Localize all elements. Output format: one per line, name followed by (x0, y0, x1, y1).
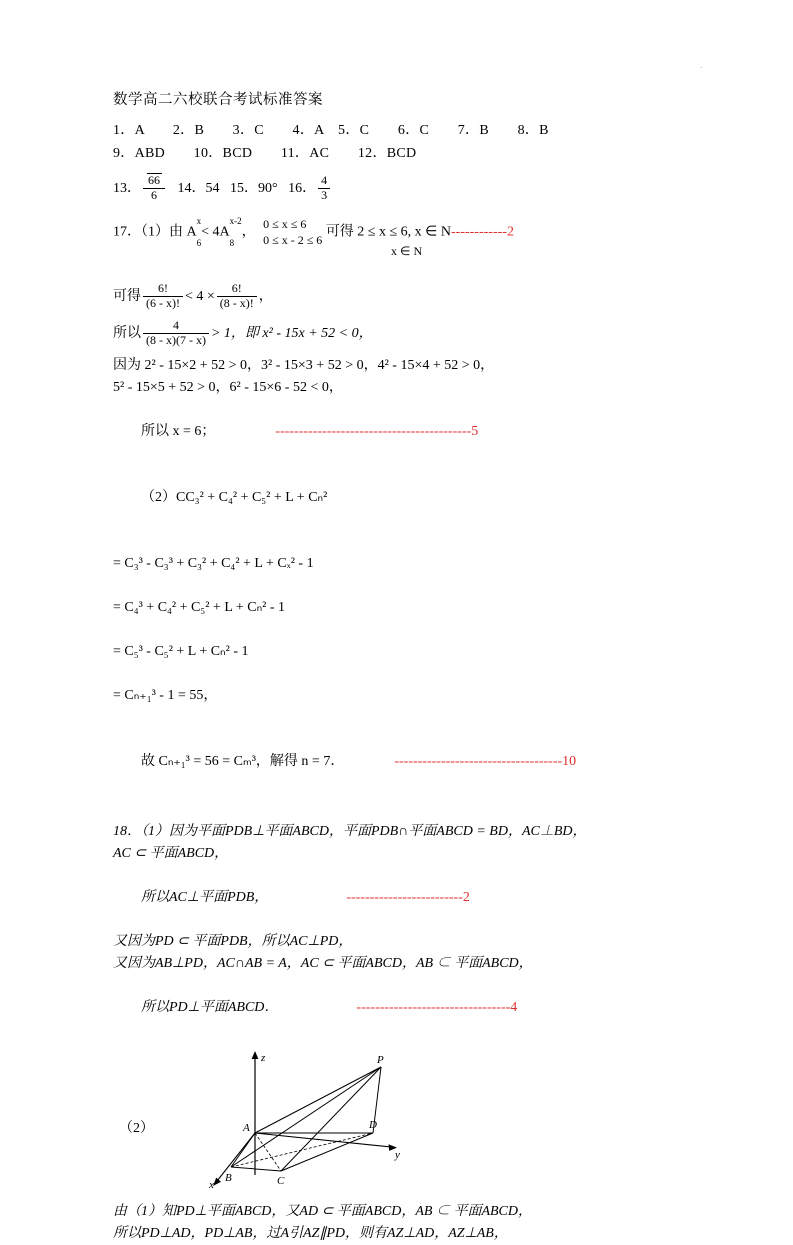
q16-fraction: $\frac{4}{3}$ (318, 174, 330, 203)
answers-row-1: 1．A 2．B 3．C 4．A 5．C 6．C 7．B 8．B (113, 123, 549, 138)
geometry-figure (113, 1045, 683, 1195)
q17-frac-2: $\frac{6!}{(8 - x)!}$ (217, 282, 257, 311)
q18-line-8: 所以PD⊥AD，PD⊥AB，过A引AZ∥PD，则有AZ⊥AD，AZ⊥AB， (113, 1226, 508, 1242)
document-content (113, 88, 683, 1245)
q17-result: 可得 2 ≤ x ≤ 6, x ∈ N (325, 224, 451, 240)
q17-part2-expr0: C₃² + C₄² + C₅² + L + Cₙ² (185, 490, 328, 506)
q18-score-2: -------------------------2 (346, 890, 470, 906)
q18-line-3 (113, 865, 683, 931)
q17-var-line: x ∈ N (391, 244, 423, 259)
svg-text:x: x (209, 1179, 214, 1192)
q17-cond-top: 0 ≤ x ≤ 6 (263, 216, 307, 231)
q17-keide-line: 可得 $\frac{6!}{(6 - x)!}$ < 4 × $\frac{6!}{(8 - x)!}$ ， (113, 281, 273, 310)
q17-condition-group (263, 217, 322, 249)
q13-label: 13． (113, 181, 141, 197)
q18-score-4: ---------------------------------4 (356, 1000, 518, 1016)
q17-perm2: $^{x-2}$ $_8$ (229, 216, 242, 248)
svg-text:C: C (277, 1175, 285, 1188)
question-17 (113, 216, 683, 795)
q17-suoyi-label: 所以 (113, 326, 141, 341)
pyramid-diagram (173, 1045, 503, 1195)
q17-score-2: ------------2 (451, 224, 514, 240)
q17-cond-bottom: 0 ≤ x - 2 ≤ 6 (263, 232, 323, 247)
q18-line-6 (113, 975, 683, 1041)
page-title: 数学高二六校联合考试标准答案 (113, 92, 323, 108)
q17-first-line (113, 216, 683, 259)
q17-inequality: > 1，即 x² - 15x + 52 < 0， (210, 326, 373, 341)
svg-text:z: z (261, 1052, 266, 1065)
q17-perm1: $^x$ $_6$ (196, 216, 202, 248)
q17-part2-head (113, 465, 683, 531)
svg-text:y: y (395, 1149, 400, 1162)
q15: 15．90° (230, 181, 278, 197)
q18-line-6-text: 所以PD⊥平面ABCD． (141, 1000, 279, 1016)
q18-line-2: AC ⊂ 平面ABCD， (113, 846, 229, 862)
q18-line-3-text: 所以AC⊥平面PDB， (141, 890, 269, 906)
question-18 (113, 821, 683, 1245)
q17-reason-line-1: 因为 2² - 15×2 + 52 > 0，3² - 15×3 + 52 > 0，4² - 15×4 + 52 > 0， (113, 358, 495, 374)
q17-lt: < 4 × (184, 289, 215, 305)
q17-score-10: ------------------------------------10 (394, 754, 577, 770)
q17-suoyi-line (113, 319, 683, 348)
q14: 14．54 (177, 181, 220, 197)
q18-line-1: 18．（1）因为平面PDB⊥平面ABCD，平面PDB∩平面ABCD = BD，AC⊥BD， (113, 824, 587, 840)
q17-heading: 17．（1）由 A (113, 224, 197, 240)
svg-text:D: D (369, 1119, 377, 1132)
q17-part2-line1: = C₃³ - C₃³ + C₃² + C₄² + L + Cₓ² - 1 (113, 556, 314, 572)
q18-line-4: 又因为PD ⊂ 平面PDB，所以AC⊥PD， (113, 934, 353, 950)
q17-final-text: 故 Cₙ₊₁³ = 56 = Cₘ³，解得 n = 7． (141, 754, 345, 770)
q17-mid: < 4A (201, 224, 230, 240)
q17-score-5: ------------------------------------------5 (275, 424, 479, 440)
q17-keide-label: 可得 (113, 289, 141, 305)
page-marker-dot: · (699, 63, 703, 74)
q17-conclusion-line (113, 399, 683, 465)
svg-text:A: A (243, 1122, 250, 1135)
q17-comma: ， (241, 224, 256, 240)
answers-row-3 (113, 173, 683, 204)
q17-part2-line2: = C₄³ + C₄² + C₅² + L + Cₙ² - 1 (113, 600, 286, 616)
q17-part2-line3: = C₅³ - C₅² + L + Cₙ² - 1 (113, 644, 249, 660)
q13-fraction (143, 173, 165, 203)
q17-part2-final (113, 729, 683, 795)
answers-row-2: 9．ABD 10．BCD 11．AC 12．BCD (113, 146, 417, 161)
q16-label: 16． (288, 181, 317, 197)
q18-part2-label: （2） (119, 1121, 154, 1137)
q17-reason-line-2: 5² - 15×5 + 52 > 0，6² - 15×6 - 52 < 0， (113, 380, 343, 396)
q17-part2-line4: = Cₙ₊₁³ - 1 = 55， (113, 688, 218, 704)
q13-numerator: 66 (143, 173, 165, 189)
q13-denominator: 6 (151, 187, 157, 202)
svg-text:P: P (377, 1054, 384, 1067)
q18-line-7: 由（1）知PD⊥平面ABCD，又AD ⊂ 平面ABCD，AB ⊂ 平面ABCD， (113, 1204, 533, 1220)
q17-frac-3: $\frac{4}{(8 - x)(7 - x)}$ (143, 319, 209, 348)
q18-line-5: 又因为AB⊥PD，AC∩AB = A，AC ⊂ 平面ABCD，AB ⊂ 平面ABCD， (113, 956, 533, 972)
q17-part2-label: （2）C (141, 490, 186, 506)
q17-frac-1: $\frac{6!}{(6 - x)!}$ (143, 282, 183, 311)
q17-conclusion-text: 所以 x = 6； (141, 424, 216, 440)
svg-text:B: B (225, 1172, 232, 1185)
